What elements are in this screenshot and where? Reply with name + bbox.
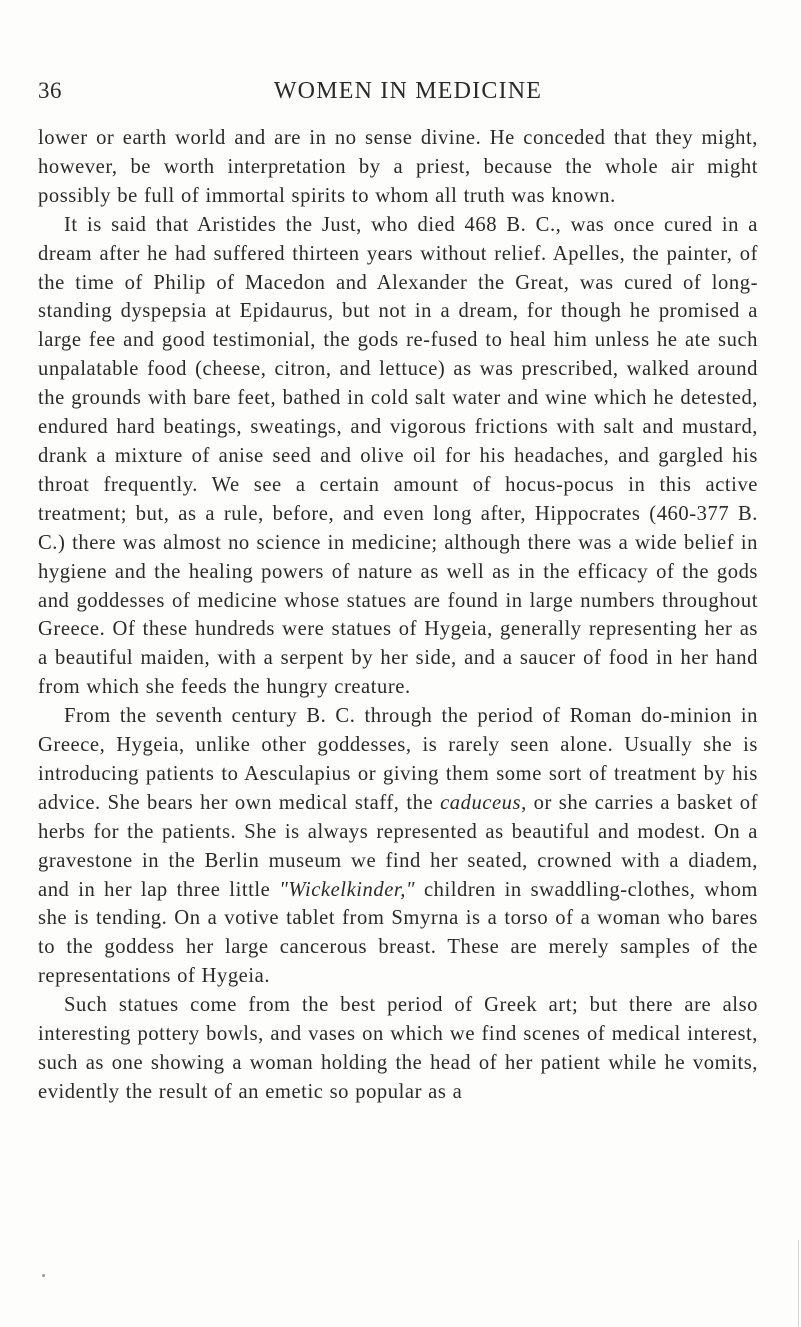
paragraph-3-text-c: children in swaddling-clothes, whom she is tending. On a votive tablet from Smyrna is a torso of a woman who bares to the goddess her large cancerous breast. These are merely samples of the representations of Hygeia.: [38, 878, 758, 988]
wickelkinder-term: "Wickelkinder,": [279, 878, 416, 901]
paragraph-3: [38, 702, 758, 991]
paragraph-1: [38, 124, 758, 211]
running-title: WOMEN IN MEDICINE: [273, 78, 543, 104]
page-header: [38, 78, 758, 112]
paragraph-2: [38, 211, 758, 702]
body-text: [38, 124, 758, 1107]
paragraph-4: [38, 991, 758, 1107]
caduceus-term: caduceus,: [440, 791, 527, 814]
ink-speck: [42, 1274, 45, 1277]
paragraph-2-text: It is said that Aristides the Just, who died 468 B. C., was once cured in a dream after he had suffered thirteen years without relief. Apelles, the painter, of the time of Philip of Macedon and Alexander the Great, was cured of long-standing dyspepsia at Epidaurus, but not in a dream, for though he promised a large fee and good testimonial, the gods re-fused to heal him unless he ate such unpalatable food (cheese, citron, and lettuce) as was prescribed, walked around the grounds with bare feet, bathed in cold salt water and wine which he detested, endured hard beatings, sweatings, and vigorous frictions with salt and mustard, drank a mixture of anise seed and olive oil for his headaches, and gargled his throat frequently. We see a certain amount of hocus-pocus in this active treatment; but, as a rule, before, and even long after, Hippocrates (460-377 B. C.) there was almost no science in medicine; although there was a wide belief in hygiene and the healing powers of nature as well as in the efficacy of the gods and goddesses of medicine whose statues are found in large numbers throughout Greece. Of these hundreds were statues of Hygeia, generally representing her as a beautiful maiden, with a serpent by her side, and a saucer of food in her hand from which she feeds the hungry creature.: [38, 213, 758, 699]
page-edge-line: [798, 1240, 799, 1327]
paragraph-4-text: Such statues come from the best period of Greek art; but there are also interesting pottery bowls, and vases on which we find scenes of medical interest, such as one showing a woman holding the head of her patient while he vomits, evidently the result of an emetic so popular as a: [38, 994, 758, 1103]
paragraph-3-text-b: or she carries a basket of herbs for the patients. She is always represented as beautiful and modest. On a gravestone in the Berlin museum we find her seated, crowned with a diadem, and in her lap three little: [38, 791, 758, 901]
paragraph-3-text-a: From the seventh century B. C. through the period of Roman do-minion in Greece, Hygeia, unlike other goddesses, is rarely seen alone. Usually she is introducing patients to Aesculapius or giving them some sort of treatment by his advice. She bears her own medical staff, the: [38, 705, 758, 814]
page-number: 36: [38, 78, 62, 103]
paragraph-1-text: lower or earth world and are in no sense divine. He conceded that they might, however, be worth interpretation by a priest, because the whole air might possibly be full of immortal spirits to whom all truth was known.: [38, 127, 758, 207]
